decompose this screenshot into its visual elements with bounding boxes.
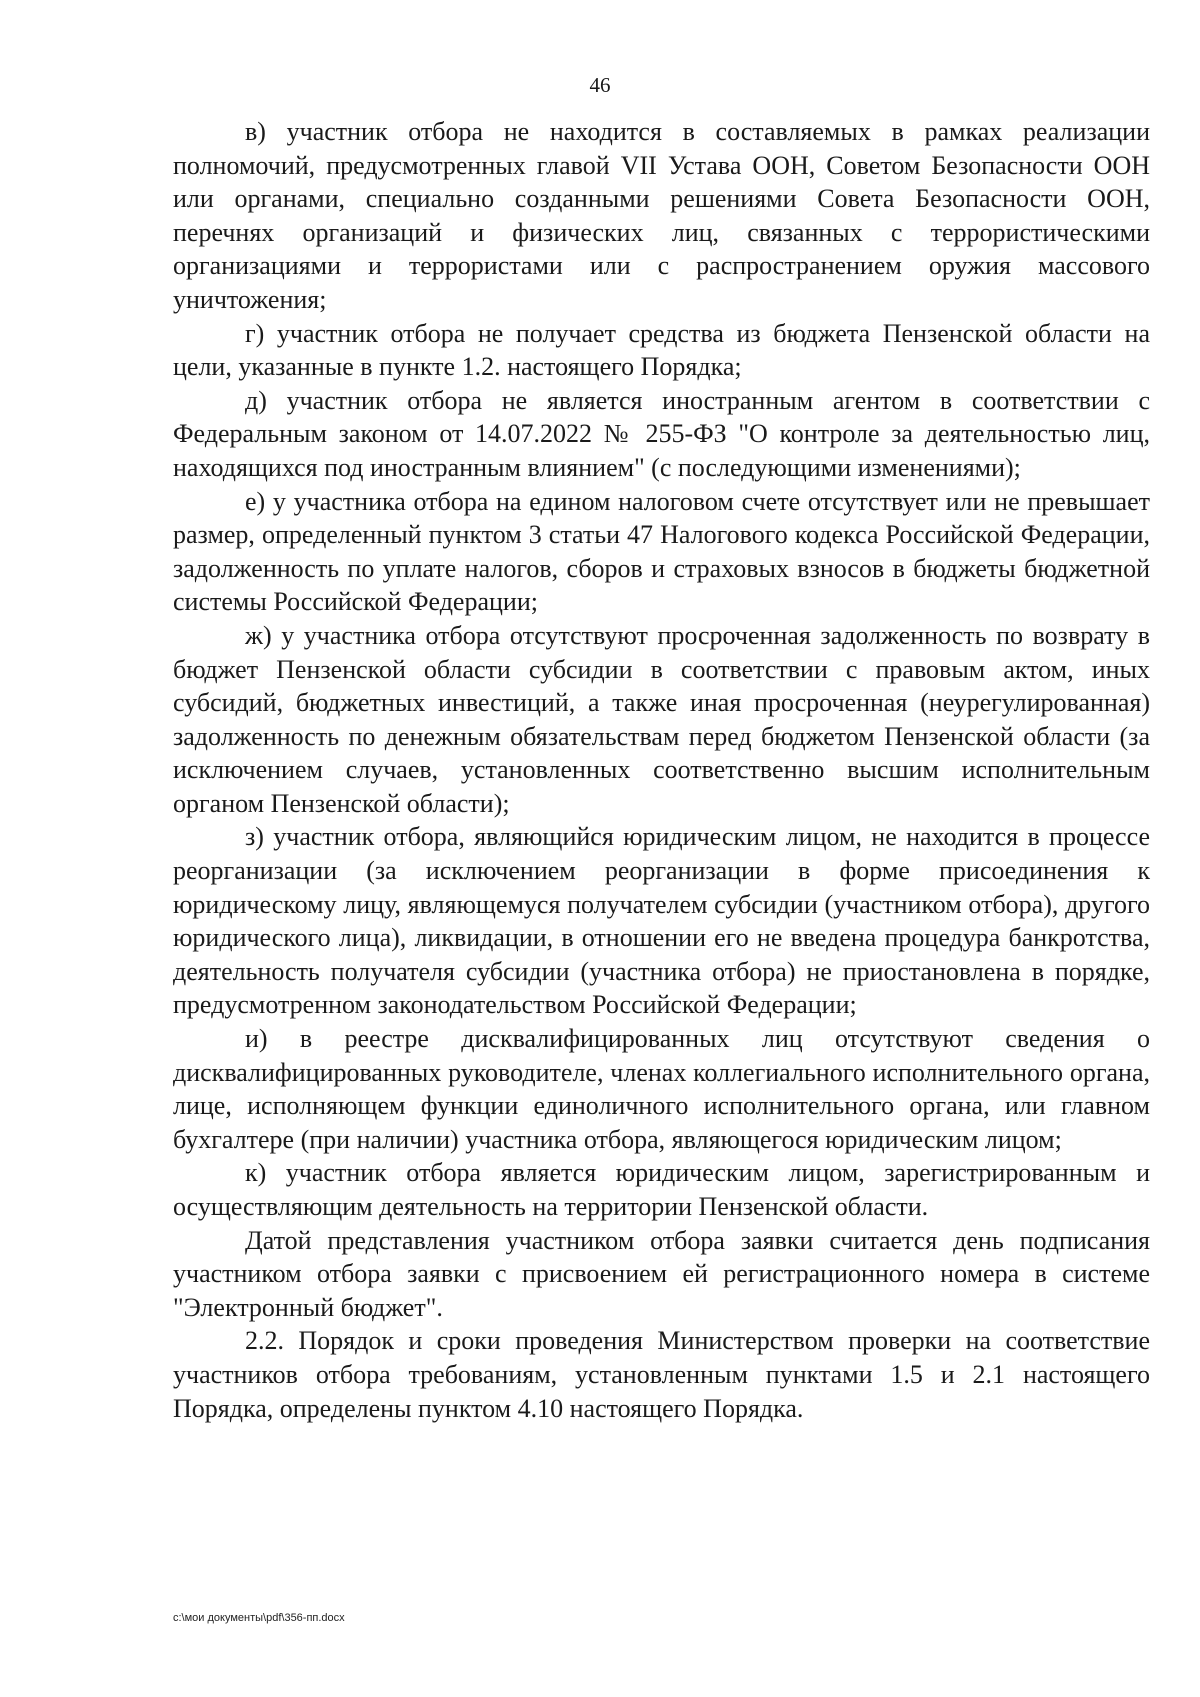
paragraph-g: г) участник отбора не получает средства из бюджета Пензенской области на цели, указанные в пункте 1.2. настоящего Порядка;	[173, 318, 1150, 382]
paragraph-k: к) участник отбора является юридическим лицом, зарегистрированным и осуществляющим деятельность на территории Пензенской области.	[173, 1158, 1150, 1221]
paragraph-i: и) в реестре дисквалифицированных лиц отсутствуют сведения о дисквалифицированных руководителе, членах коллегиального исполнительного органа, лице, исполняющем функции единоличного исполнительного органа, или главном бухгалтере (при наличии) участника отбора, являющегося юридическим лицом;	[173, 1024, 1150, 1154]
paragraph-e: е) у участника отбора на едином налоговом счете отсутствует или не превышает размер, определенный пунктом 3 статьи 47 Налогового кодекса Российской Федерации, задолженность по уплате налогов, сборов и страховых взносов в бюджеты бюджетной системы Российской Федерации;	[173, 486, 1150, 617]
paragraph-z: з) участник отбора, являющийся юридическим лицом, не находится в процессе реорганизации (за исключением реорганизации в форме присоединения к юридическому лицу, являющемуся получателем субсидии (участником отбора), другого юридического лица), ликвидации, в отношении его не введена процедура банкротства, деятельность получателя субсидии (участника отбора) не приостановлена в порядке, предусмотренном законодательством Российской Федерации;	[173, 822, 1150, 1020]
paragraph-zh: ж) у участника отбора отсутствуют просроченная задолженность по возврату в бюджет Пензенской области субсидии в соответствии с правовым актом, иных субсидий, бюджетных инвестиций, а также иная просроченная (неурегулированная) задолженность по денежным обязательствам перед бюджетом Пензенской области (за исключением случаев, установленных соответственно высшим исполнительным органом Пензенской области);	[173, 620, 1150, 818]
paragraph-d: д) участник отбора не является иностранным агентом в соответствии с Федеральным законом от 14.07.2022 № 255-ФЗ "О контроле за деятельностью лиц, находящихся под иностранным влиянием" (с последующими изменениями);	[173, 385, 1150, 482]
paragraph-v: в) участник отбора не находится в составляемых в рамках реализации полномочий, предусмотренных главой VII Устава ООН, Советом Безопасности ООН или органами, специально созданными решениями Совета Безопасности ООН, перечнях организаций и физических лиц, связанных с террористическими организациями и террористами или с распространением оружия массового уничтожения;	[173, 117, 1150, 314]
footer-file-path: c:\мои документы\pdf\356-пп.docx	[173, 1612, 345, 1624]
page-number: 46	[589, 73, 611, 97]
document-body	[173, 115, 1150, 1425]
paragraph-2-2: 2.2. Порядок и сроки проведения Министерством проверки на соответствие участников отбора требованиям, установленным пунктами 1.5 и 2.1 настоящего Порядка, определены пунктом 4.10 настоящего Порядка.	[173, 1326, 1150, 1423]
paragraph-submission-date: Датой представления участником отбора заявки считается день подписания участником отбора заявки с присвоением ей регистрационного номера в системе "Электронный бюджет".	[173, 1225, 1150, 1322]
